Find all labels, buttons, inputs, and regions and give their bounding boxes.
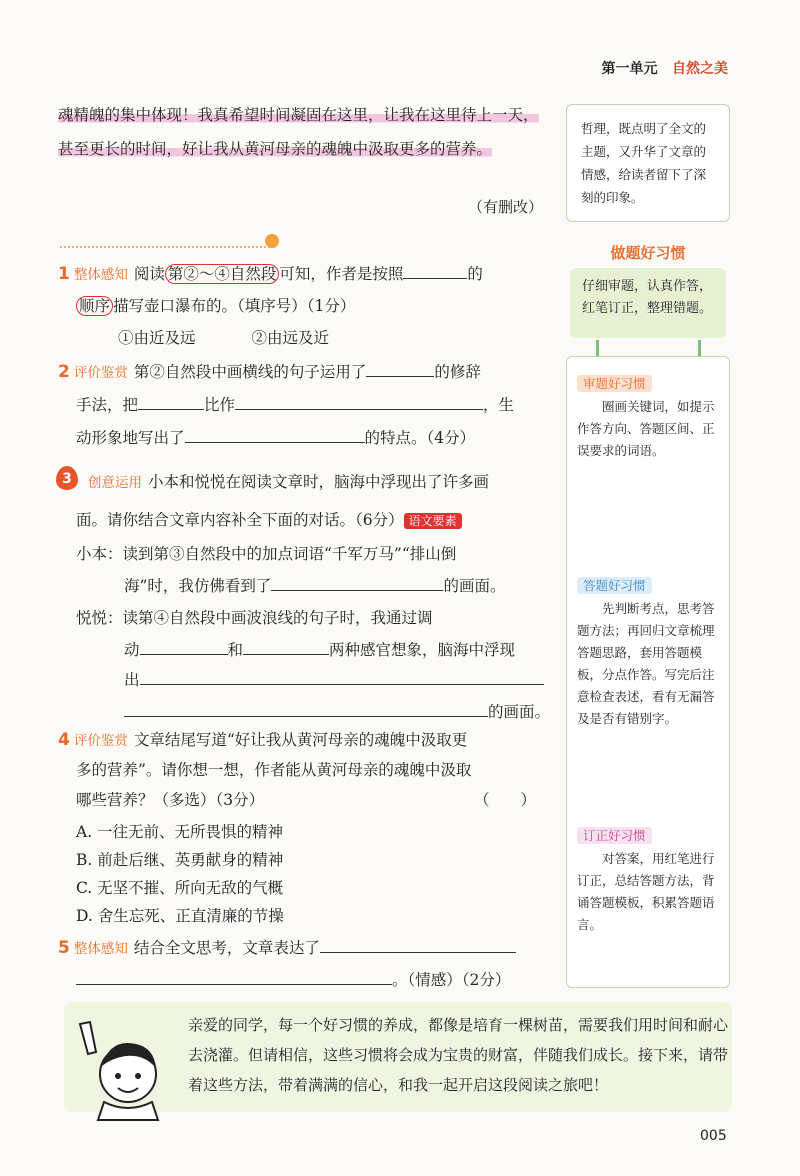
- question-tag: 评价鉴赏: [73, 733, 128, 749]
- q2-text: 手法，把: [76, 396, 139, 414]
- question-4-line3: [76, 788, 264, 810]
- dialog-yueyue-4: [124, 700, 550, 722]
- q1-text: 的: [467, 265, 483, 283]
- highlighted-sentence: 魂精魄的集中体现！我真希望时间凝固在这里，让我在这里待上一天，甚至更长的时间，好让我从黄河母亲的魂魄中汲取更多的营养。: [58, 106, 539, 158]
- q2-text: 比作: [204, 396, 236, 414]
- question-number: 2: [58, 362, 70, 382]
- unit-label: 第一单元: [601, 61, 658, 77]
- q4-text: 哪些营养？（多选）（3分）: [76, 791, 265, 809]
- dialog-text: 的画面。: [488, 703, 551, 721]
- question-tag: 整体感知: [73, 941, 128, 957]
- page-number: 005: [700, 1128, 727, 1144]
- answer-blank[interactable]: [140, 639, 228, 655]
- answer-blank[interactable]: [235, 394, 483, 410]
- answer-blank[interactable]: [76, 969, 392, 985]
- habit-section-answer: [577, 575, 719, 730]
- q4-text: 文章结尾写道“好让我从黄河母亲的魂魄中汲取更: [133, 731, 468, 749]
- answer-blank[interactable]: [138, 394, 204, 410]
- q3-text: 面。请你结合文章内容补全下面的对话。（6分）: [76, 511, 404, 529]
- dialog-xiaoben-1: 小本：读到第③自然段中的加点词语“千军万马”“排山倒: [76, 545, 457, 563]
- unit-title: 自然之美: [672, 61, 728, 77]
- section-text: 对答案，用红笔进行订正，总结答题方法，背诵答题模板，积累答题语言。: [577, 851, 715, 932]
- q2-text: 第②自然段中画横线的句子运用了: [133, 363, 367, 381]
- question-tag: 评价鉴赏: [73, 365, 128, 381]
- message-text: 亲爱的同学，每一个好习惯的养成，都像是培育一棵树苗，需要我们用时间和耐心去浇灌。但请相信，这些习惯将会成为宝贵的财富，伴随我们成长。接下来，请带着这些方法，带着满满的信心，和我一起开启这段阅读之旅吧！: [188, 1016, 729, 1094]
- section-title: 订正好习惯: [577, 827, 652, 844]
- q2-text: ，生: [483, 396, 515, 414]
- answer-blank[interactable]: [320, 937, 516, 953]
- section-text: 先判断考点，思考答题方法；再回归文章梳理答题思路，套用答题模板，分点作答。写完后注意检查表述，看有无漏答及是否有错别字。: [577, 601, 715, 726]
- habit-panel: [566, 356, 730, 988]
- fire-number-icon: 3: [56, 466, 78, 490]
- dialog-yueyue-3: [124, 668, 544, 690]
- habit-intro: 仔细审题，认真作答，红笔订正，整理错题。: [582, 279, 713, 316]
- dialog-text: 海”时，我仿佛看到了: [124, 577, 272, 595]
- dialog-text: 和: [227, 641, 244, 659]
- option: ①由近及远: [118, 329, 196, 347]
- habit-section-correct: [577, 825, 719, 936]
- answer-blank[interactable]: [403, 263, 467, 279]
- circled-keyword: 第②～④自然段: [165, 264, 280, 284]
- question-tag: 创意运用: [88, 475, 142, 491]
- dotted-divider: [60, 246, 274, 248]
- dialog-text: 动: [124, 641, 140, 659]
- q4-option-d: D. 舍生忘死、正直清廉的节操: [76, 907, 284, 925]
- question-4-line2: 多的营养”。请你想一想，作者能从黄河母亲的魂魄中汲取: [76, 761, 472, 779]
- passage-ending: [58, 98, 550, 166]
- page-header: [602, 58, 728, 78]
- boy-mascot-icon: [66, 1014, 184, 1122]
- q1-text: 可知，作者是按照: [279, 265, 404, 283]
- answer-blank[interactable]: [140, 669, 544, 685]
- dialog-yueyue-1: 悦悦：读第④自然段中画波浪线的句子时，我通过调: [76, 609, 433, 627]
- question-1-options: [118, 326, 329, 348]
- habit-intro-box: [570, 268, 726, 338]
- q1-text: 阅读: [133, 265, 165, 283]
- divider-dot-icon: [265, 234, 279, 248]
- answer-blank[interactable]: [366, 361, 434, 377]
- dialog-xiaoben-2: [124, 574, 505, 596]
- question-number: 1: [58, 264, 70, 284]
- answer-blank[interactable]: [271, 575, 443, 591]
- dialog-text: 的画面。: [443, 577, 506, 595]
- q2-text: 的特点。（4分）: [364, 429, 476, 447]
- q1-text: 描写壶口瀑布的。（填序号）（1分）: [113, 297, 356, 315]
- question-2-line2: [76, 393, 514, 415]
- question-2-line3: [76, 426, 475, 448]
- q4-option-b: B. 前赴后继、英勇献身的精神: [76, 851, 284, 869]
- binder-peg: [698, 340, 701, 356]
- section-text: 圈画关键词，如提示作答方向、答题区间、正误要求的词语。: [577, 399, 715, 458]
- answer-paren[interactable]: （ ）: [474, 791, 537, 809]
- dialog-yueyue-2: [124, 638, 515, 660]
- answer-blank[interactable]: [124, 701, 488, 717]
- section-title: 审题好习惯: [577, 375, 652, 392]
- q5-text: 结合全文思考，文章表达了: [133, 939, 320, 957]
- question-number: 4: [58, 730, 70, 750]
- skill-badge: 语文要素: [404, 513, 462, 529]
- habit-title: 做题好习惯: [610, 244, 686, 262]
- circled-keyword: 顺序: [76, 296, 113, 316]
- q2-text: 的修辞: [434, 363, 481, 381]
- q4-option-a: A. 一往无前、无所畏惧的精神: [76, 823, 284, 841]
- dialog-text: 两种感官想象，脑海中浮现: [329, 641, 516, 659]
- question-3: [84, 470, 489, 492]
- question-4: [58, 728, 467, 750]
- q5-text: 。（情感）（2分）: [392, 971, 511, 989]
- side-note-box: [566, 104, 730, 222]
- question-5-line2: [76, 968, 510, 990]
- option: ②由远及近: [251, 329, 330, 347]
- q2-text: 动形象地写出了: [76, 429, 185, 447]
- answer-blank[interactable]: [243, 639, 329, 655]
- question-1: [58, 262, 483, 284]
- side-note-text: 哲理，既点明了全文的主题，又升华了文章的情感，给读者留下了深刻的印象。: [581, 121, 707, 205]
- question-number: 5: [58, 938, 70, 958]
- question-2: [58, 360, 481, 382]
- question-3-line2: [76, 508, 462, 530]
- answer-blank[interactable]: [185, 427, 365, 443]
- q4-option-c: C. 无坚不摧、所向无敌的气概: [76, 879, 284, 897]
- question-5: [58, 936, 516, 958]
- q3-text: 小本和悦悦在阅读文章时，脑海中浮现出了许多画: [148, 473, 490, 491]
- dialog-text: 出: [124, 671, 140, 689]
- section-title: 答题好习惯: [577, 577, 652, 594]
- question-1-line2: [76, 294, 355, 316]
- habit-section-review: [577, 373, 719, 462]
- question-tag: 整体感知: [73, 267, 128, 283]
- source-note: （有删改）: [468, 198, 544, 216]
- binder-peg: [596, 340, 599, 356]
